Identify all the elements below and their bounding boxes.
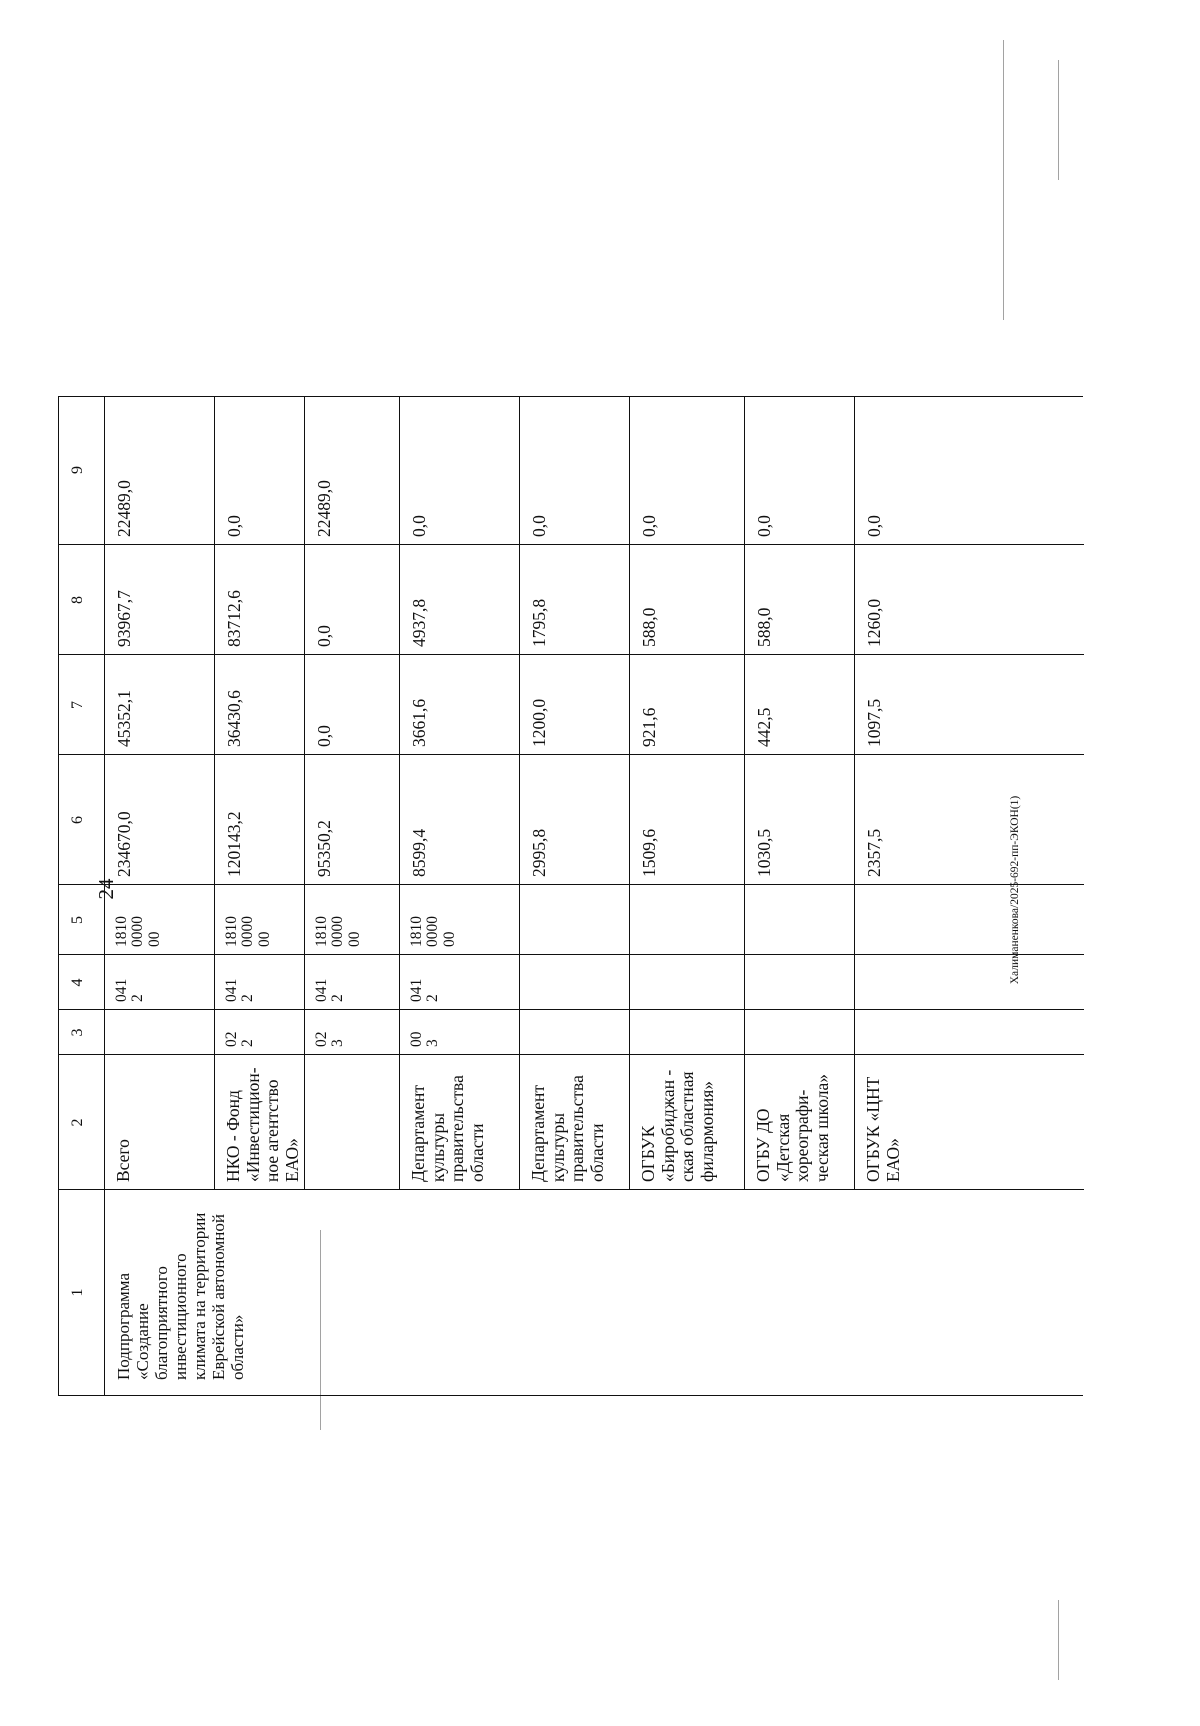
cell-row-5-col-9: 0,0 — [529, 515, 549, 537]
cell-row-7-col-8: 588,0 — [754, 607, 774, 647]
col-divider-3-4 — [59, 1009, 1084, 1010]
cell-row-7-col-9: 0,0 — [754, 515, 774, 537]
footer-doc-id: Халиманенкова/2025-692-пп-ЭКОН(1) — [1009, 795, 1021, 985]
cell-row-4-col-7: 3661,6 — [409, 698, 429, 747]
header-col-3: 3 — [69, 1028, 86, 1037]
cell-row-5-col-8: 1795,8 — [529, 598, 549, 647]
cell-row-3-col-6: 95350,2 — [314, 820, 334, 877]
cell-row-1-col-6: 234670,0 — [114, 811, 134, 877]
col-divider-8-9 — [59, 544, 1084, 545]
cell-row-5-col-2: Департамент культуры правительства области — [528, 1075, 607, 1182]
cell-row-1-col-9: 22489,0 — [114, 480, 134, 537]
cell-row-2-col-6: 120143,2 — [224, 811, 244, 877]
cell-row-4-col-2: Департамент культуры правительства области — [408, 1075, 487, 1182]
cell-row-3-col-4: 041 2 — [313, 978, 347, 1002]
cell-row-4-col-4: 041 2 — [408, 978, 442, 1002]
cell-row-3-col-9: 22489,0 — [314, 480, 334, 537]
row-divider — [854, 397, 855, 1190]
scan-mark-3 — [1058, 1600, 1059, 1680]
cell-row-4-col-9: 0,0 — [409, 515, 429, 537]
header-col-8: 8 — [69, 596, 86, 604]
cell-row-5-col-6: 2995,8 — [529, 828, 549, 877]
cell-row-4-col-3: 00 3 — [408, 1031, 442, 1047]
cell-row-1-col-2: Всего — [113, 1139, 133, 1182]
cell-row-8-col-9: 0,0 — [864, 515, 884, 537]
cell-row-4-col-6: 8599,4 — [409, 828, 429, 877]
cell-row-4-col-8: 4937,8 — [409, 598, 429, 647]
cell-row-2-col-7: 36430,6 — [224, 690, 244, 747]
cell-row-2-col-2: НКО - Фонд «Инвестицион-ное агентство ЕАО» — [223, 1067, 302, 1182]
header-col-2: 2 — [69, 1118, 86, 1127]
cell-row-1-col-8: 93967,7 — [114, 590, 134, 647]
cell-row-3-col-7: 0,0 — [314, 725, 334, 747]
cell-row-8-col-2: ОГБУК «ЦНТ ЕАО» — [863, 1076, 903, 1182]
scan-mark-1 — [1003, 40, 1004, 320]
col-divider-5-6 — [59, 884, 1084, 885]
row-divider — [399, 397, 400, 1190]
cell-row-3-col-5: 1810 0000 00 — [313, 916, 363, 947]
cell-row-4-col-5: 1810 0000 00 — [408, 916, 458, 947]
col-divider-4-5 — [59, 954, 1084, 955]
header-col-7: 7 — [69, 701, 86, 709]
budget-table — [58, 396, 1083, 1396]
cell-row-6-col-8: 588,0 — [639, 607, 659, 647]
cell-row-5-col-7: 1200,0 — [529, 698, 549, 747]
cell-row-3-col-3: 02 3 — [313, 1031, 347, 1047]
cell-row-6-col-7: 921,6 — [639, 707, 659, 747]
row-divider — [629, 397, 630, 1190]
cell-row-8-col-7: 1097,5 — [864, 698, 884, 747]
col-divider-7-8 — [59, 654, 1084, 655]
cell-row-2-col-9: 0,0 — [224, 515, 244, 537]
scan-mark-2 — [1058, 60, 1059, 180]
cell-row-1-col-4: 041 2 — [113, 978, 147, 1002]
row-divider — [104, 397, 105, 1190]
cell-row-7-col-6: 1030,5 — [754, 828, 774, 877]
cell-row-7-col-2: ОГБУ ДО «Детская хореографи-ческая школа» — [753, 1073, 832, 1182]
cell-row-2-col-5: 1810 0000 00 — [223, 916, 273, 947]
row-divider — [304, 397, 305, 1190]
cell-row-1-col-5: 1810 0000 00 — [113, 916, 163, 947]
cell-row-2-col-8: 83712,6 — [224, 590, 244, 647]
col-divider-2-3 — [59, 1054, 1084, 1055]
header-col-4: 4 — [69, 978, 86, 987]
col-divider-6-7 — [59, 754, 1084, 755]
header-col-5: 5 — [69, 916, 86, 924]
row-divider — [214, 397, 215, 1190]
cell-row-8-col-6: 2357,5 — [864, 828, 884, 877]
row-divider — [519, 397, 520, 1190]
col-divider-1-2 — [59, 1189, 1084, 1190]
header-col-9: 9 — [69, 466, 86, 474]
cell-row-6-col-2: ОГБУК «Биробиджан - ская областная филармония» — [638, 1069, 717, 1182]
cell-row-6-col-9: 0,0 — [639, 515, 659, 537]
page-number: 24 — [94, 878, 118, 900]
cell-row-2-col-4: 041 2 — [223, 978, 257, 1002]
subprogram-title: Подпрограмма «Создание благоприятного инвестиционного климата на территории Еврейской автономной области» — [114, 1212, 248, 1380]
cell-row-8-col-8: 1260,0 — [864, 598, 884, 647]
header-col-1: 1 — [69, 1288, 86, 1297]
cell-row-6-col-6: 1509,6 — [639, 828, 659, 877]
cell-row-7-col-7: 442,5 — [754, 707, 774, 747]
cell-row-1-col-7: 45352,1 — [114, 690, 134, 747]
cell-row-2-col-3: 02 2 — [223, 1031, 257, 1047]
cell-row-3-col-8: 0,0 — [314, 625, 334, 647]
row-divider — [744, 397, 745, 1190]
header-col-6: 6 — [69, 816, 86, 824]
